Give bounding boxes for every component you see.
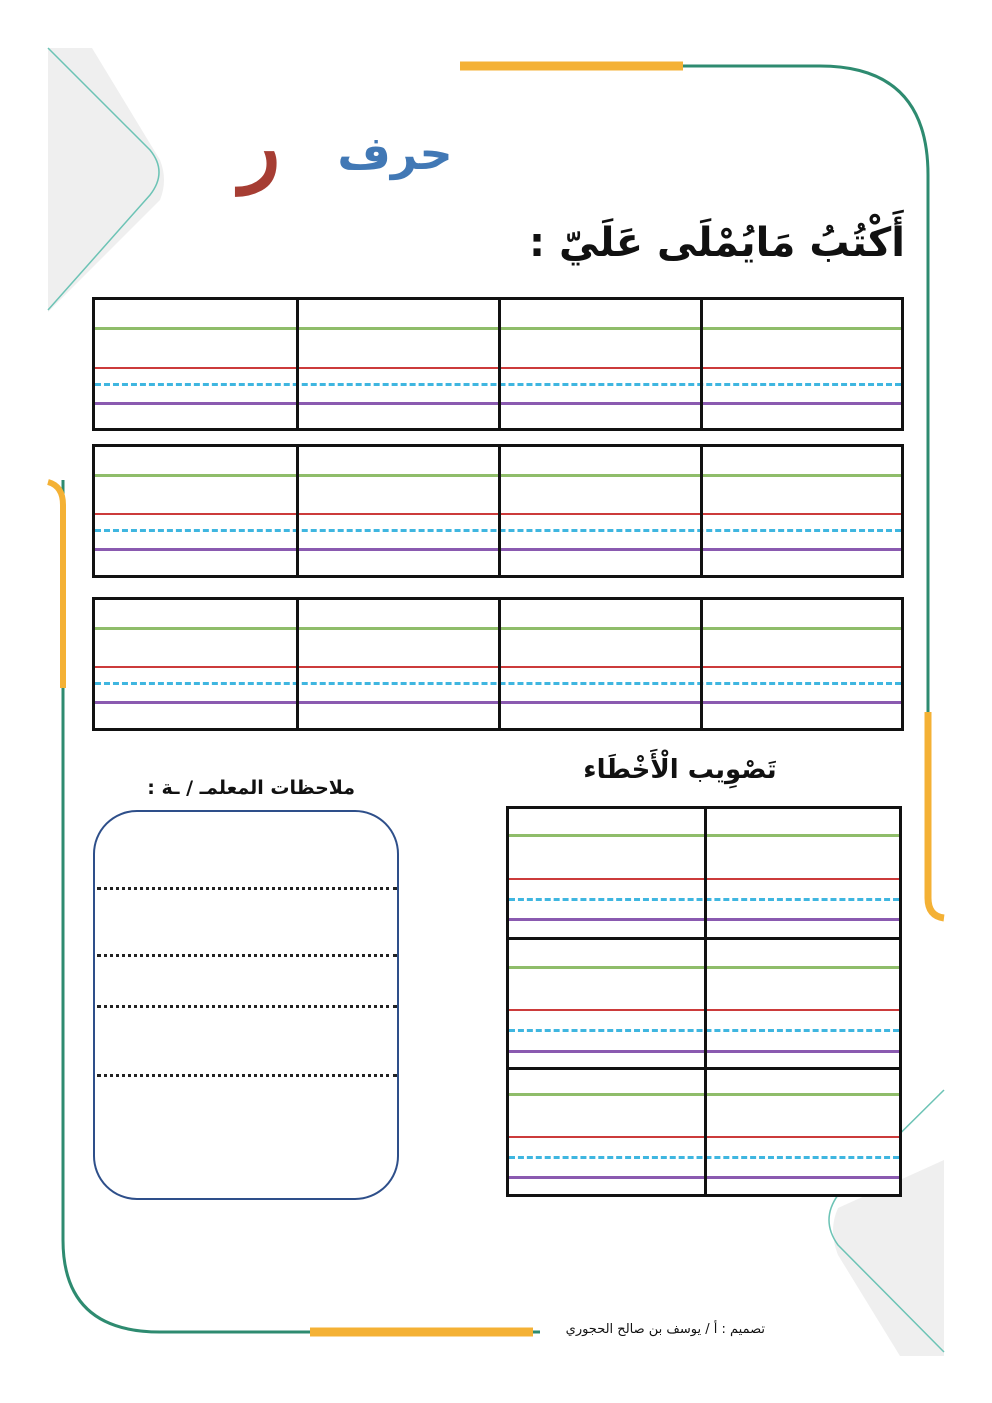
column-divider [498,300,501,428]
corrections-grid[interactable] [506,806,902,1197]
accent-bar-left [48,482,63,688]
column-divider [296,600,299,728]
column-divider [700,447,703,575]
corrections-title: تَصْوِيب الْأَخْطَاء [583,755,777,785]
notes-dotted-line [97,954,397,957]
title-word: حرف [337,126,453,180]
corner-shape-top-left [48,48,164,312]
accent-bar-right [928,712,944,918]
notes-dotted-line [97,887,397,890]
teacher-notes-box[interactable] [93,810,399,1200]
notes-title: ملاحظات المعلمـ / ـة : [147,777,355,799]
notes-dotted-line [97,1005,397,1008]
column-divider [296,300,299,428]
column-divider [296,447,299,575]
writing-grid-3[interactable] [92,597,904,731]
writing-grid-1[interactable] [92,297,904,431]
column-divider [498,600,501,728]
column-divider [704,809,707,1194]
title-letter: ر [239,96,281,195]
designer-credit: تصميم : أ / يوسف بن صالح الحجوري [565,1322,765,1337]
column-divider [700,300,703,428]
column-divider [498,447,501,575]
column-divider [700,600,703,728]
notes-dotted-line [97,1074,397,1077]
writing-grid-2[interactable] [92,444,904,578]
dictation-instruction: أَكْتُبُ مَايُمْلَى عَلَيّ : [529,220,905,266]
